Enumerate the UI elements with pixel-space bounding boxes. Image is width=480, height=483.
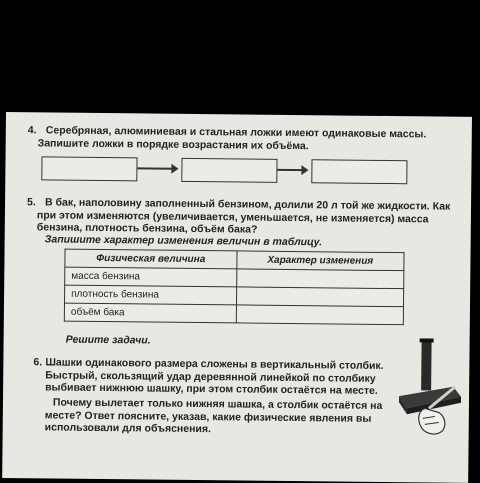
solve-heading: Решите задачи. <box>65 333 151 347</box>
textbook-page <box>2 112 472 483</box>
q6-paragraph-2: Почему вылетает только нижняя шашка, а столбик остаётся на месте? Ответ поясните, указав, какие физические явления вы использовали для объяснения. <box>44 396 383 436</box>
table-cell-answer[interactable] <box>236 305 403 325</box>
table-cell-answer[interactable] <box>236 287 403 307</box>
q4-number: 4. <box>27 124 37 137</box>
answer-table <box>64 249 405 326</box>
table-cell-quantity: объём бака <box>64 303 236 323</box>
arrow-right-icon <box>277 169 307 171</box>
q6-paragraph-1: Шашки одинакового размера сложены в вертикальный столбик. Быстрый, скользящий удар деревянной линейкой по столбику выбивает нижнюю шашку, при этом столбик остаётся на месте. <box>45 356 384 397</box>
answer-box-1[interactable] <box>41 156 137 181</box>
q6-number: 6. <box>33 356 43 369</box>
table-header-quantity: Физическая величина <box>65 249 237 269</box>
q5-instruction: Запишите характер изменения величин в таблицу. <box>44 233 323 249</box>
table-cell-answer[interactable] <box>236 269 403 289</box>
answer-box-3[interactable] <box>311 159 407 184</box>
q5-number: 5. <box>26 196 36 209</box>
table-header-change: Характер изменения <box>237 251 404 271</box>
arrow-right-icon <box>137 167 177 169</box>
table-cell-quantity: масса бензина <box>65 267 237 287</box>
answer-box-2[interactable] <box>181 158 277 183</box>
table-cell-quantity: плотность бензина <box>65 285 237 305</box>
table-row <box>64 303 403 325</box>
q4-text: Серебряная, алюминиевая и стальная ложки имеют одинаковые массы. Запишите ложки в порядке возрастания их объёма. <box>37 124 427 152</box>
checkers-stack-illustration <box>395 338 462 439</box>
q5-text: В бак, наполовину заполненный бензином, долили 20 л той же жидкости. Как при этом изменяются (увеличивается, уменьшается, не изменяется) масса бензина, плотность бензина, объём бака? <box>36 196 451 236</box>
